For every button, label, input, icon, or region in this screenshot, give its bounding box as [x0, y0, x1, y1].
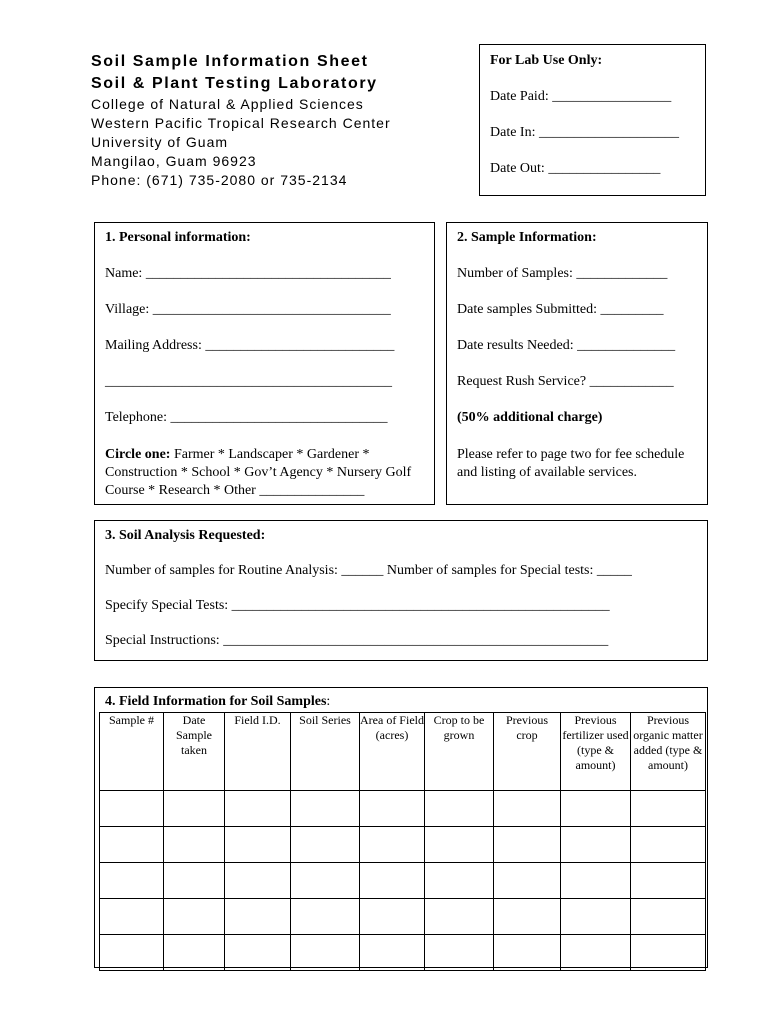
- table-cell[interactable]: [561, 791, 631, 827]
- table-cell[interactable]: [425, 863, 494, 899]
- table-cell[interactable]: [494, 827, 561, 863]
- address-line-college: College of Natural & Applied Sciences: [91, 96, 364, 112]
- column-header: Sample #: [100, 713, 164, 791]
- table-cell[interactable]: [164, 791, 225, 827]
- date-submitted-field[interactable]: Date samples Submitted: _________: [457, 302, 664, 317]
- table-cell[interactable]: [494, 863, 561, 899]
- address-line-university: University of Guam: [91, 134, 229, 150]
- table-cell[interactable]: [425, 935, 494, 971]
- fee-schedule-note: Please refer to page two for fee schedule and listing of available services.: [457, 447, 685, 480]
- table-cell[interactable]: [360, 791, 425, 827]
- table-cell[interactable]: [164, 863, 225, 899]
- address-line-phone: Phone: (671) 735-2080 or 735-2134: [91, 172, 348, 188]
- sample-counts-field[interactable]: Number of samples for Routine Analysis: ______ Number of samples for Special tests: _____: [105, 563, 632, 578]
- circle-one-label: Circle one:: [105, 447, 171, 462]
- analysis-heading: 3. Soil Analysis Requested:: [105, 528, 266, 543]
- table-cell[interactable]: [225, 899, 291, 935]
- table-cell[interactable]: [561, 863, 631, 899]
- table-row: [100, 935, 706, 971]
- table-cell[interactable]: [100, 827, 164, 863]
- column-header: Previous fertilizer used (type & amount): [561, 713, 631, 791]
- table-cell[interactable]: [360, 827, 425, 863]
- date-out-field[interactable]: Date Out: ________________: [490, 161, 661, 176]
- table-cell[interactable]: [100, 863, 164, 899]
- table-cell[interactable]: [225, 935, 291, 971]
- table-cell[interactable]: [561, 827, 631, 863]
- number-of-samples-field[interactable]: Number of Samples: _____________: [457, 266, 668, 281]
- circle-one-text: Farmer * Landscaper * Gardener * Construction * School * Gov’t Agency * Nursery Golf Course * Research * Other _______________: [105, 447, 412, 498]
- table-cell[interactable]: [100, 935, 164, 971]
- personal-heading: 1. Personal information:: [105, 230, 251, 245]
- table-cell[interactable]: [360, 935, 425, 971]
- lab-name: Soil & Plant Testing Laboratory: [91, 75, 378, 92]
- table-cell[interactable]: [225, 863, 291, 899]
- table-cell[interactable]: [360, 863, 425, 899]
- lab-use-box: [479, 44, 706, 196]
- table-cell[interactable]: [360, 899, 425, 935]
- form-title: Soil Sample Information Sheet: [91, 53, 369, 70]
- table-cell[interactable]: [494, 791, 561, 827]
- table-cell[interactable]: [100, 899, 164, 935]
- table-cell[interactable]: [291, 827, 360, 863]
- table-cell[interactable]: [494, 935, 561, 971]
- table-cell[interactable]: [225, 827, 291, 863]
- table-cell[interactable]: [291, 791, 360, 827]
- date-needed-field[interactable]: Date results Needed: ______________: [457, 338, 676, 353]
- table-row: [100, 791, 706, 827]
- table-row: [100, 899, 706, 935]
- table-cell[interactable]: [225, 791, 291, 827]
- table-cell[interactable]: [561, 899, 631, 935]
- table-cell[interactable]: [631, 863, 706, 899]
- table-cell[interactable]: [291, 899, 360, 935]
- date-in-field[interactable]: Date In: ____________________: [490, 125, 679, 140]
- rush-service-field[interactable]: Request Rush Service? ____________: [457, 374, 674, 389]
- column-header: Area of Field (acres): [360, 713, 425, 791]
- column-header: Crop to be grown: [425, 713, 494, 791]
- name-field[interactable]: Name: ___________________________________: [105, 266, 391, 281]
- column-header: Previous organic matter added (type & amount): [631, 713, 706, 791]
- table-cell[interactable]: [164, 935, 225, 971]
- field-heading: 4. Field Information for Soil Samples:: [105, 694, 331, 709]
- sample-information-box: [446, 222, 708, 505]
- table-cell[interactable]: [494, 899, 561, 935]
- table-header-row: [100, 713, 706, 791]
- form-header: [91, 51, 471, 190]
- table-cell[interactable]: [164, 827, 225, 863]
- mailing-address-line2[interactable]: _________________________________________: [105, 374, 392, 389]
- special-tests-field[interactable]: Specify Special Tests: ______________________________________________________: [105, 598, 610, 613]
- column-header: Soil Series: [291, 713, 360, 791]
- mailing-address-field[interactable]: Mailing Address: ___________________________: [105, 338, 395, 353]
- table-cell[interactable]: [561, 935, 631, 971]
- column-header: Field I.D.: [225, 713, 291, 791]
- table-row: [100, 827, 706, 863]
- table-cell[interactable]: [631, 899, 706, 935]
- lab-use-heading: For Lab Use Only:: [490, 53, 603, 68]
- column-header: Previous crop: [494, 713, 561, 791]
- table-cell[interactable]: [425, 899, 494, 935]
- table-cell[interactable]: [164, 899, 225, 935]
- sample-heading: 2. Sample Information:: [457, 230, 597, 245]
- circle-one-options[interactable]: [105, 446, 424, 500]
- village-field[interactable]: Village: __________________________________: [105, 302, 391, 317]
- table-cell[interactable]: [631, 827, 706, 863]
- special-instructions-field[interactable]: Special Instructions: _______________________________________________________: [105, 633, 609, 648]
- table-cell[interactable]: [425, 827, 494, 863]
- personal-information-box: [94, 222, 435, 505]
- field-table: [99, 712, 706, 971]
- field-information-box: [94, 687, 708, 968]
- column-header: Date Sample taken: [164, 713, 225, 791]
- table-cell[interactable]: [291, 935, 360, 971]
- address-line-city: Mangilao, Guam 96923: [91, 153, 257, 169]
- date-paid-field[interactable]: Date Paid: _________________: [490, 89, 672, 104]
- rush-charge-note: (50% additional charge): [457, 410, 603, 425]
- table-cell[interactable]: [631, 935, 706, 971]
- table-cell[interactable]: [631, 791, 706, 827]
- table-cell[interactable]: [291, 863, 360, 899]
- table-cell[interactable]: [100, 791, 164, 827]
- address-line-center: Western Pacific Tropical Research Center: [91, 115, 391, 131]
- telephone-field[interactable]: Telephone: _______________________________: [105, 410, 388, 425]
- table-cell[interactable]: [425, 791, 494, 827]
- table-row: [100, 863, 706, 899]
- soil-analysis-box: [94, 520, 708, 661]
